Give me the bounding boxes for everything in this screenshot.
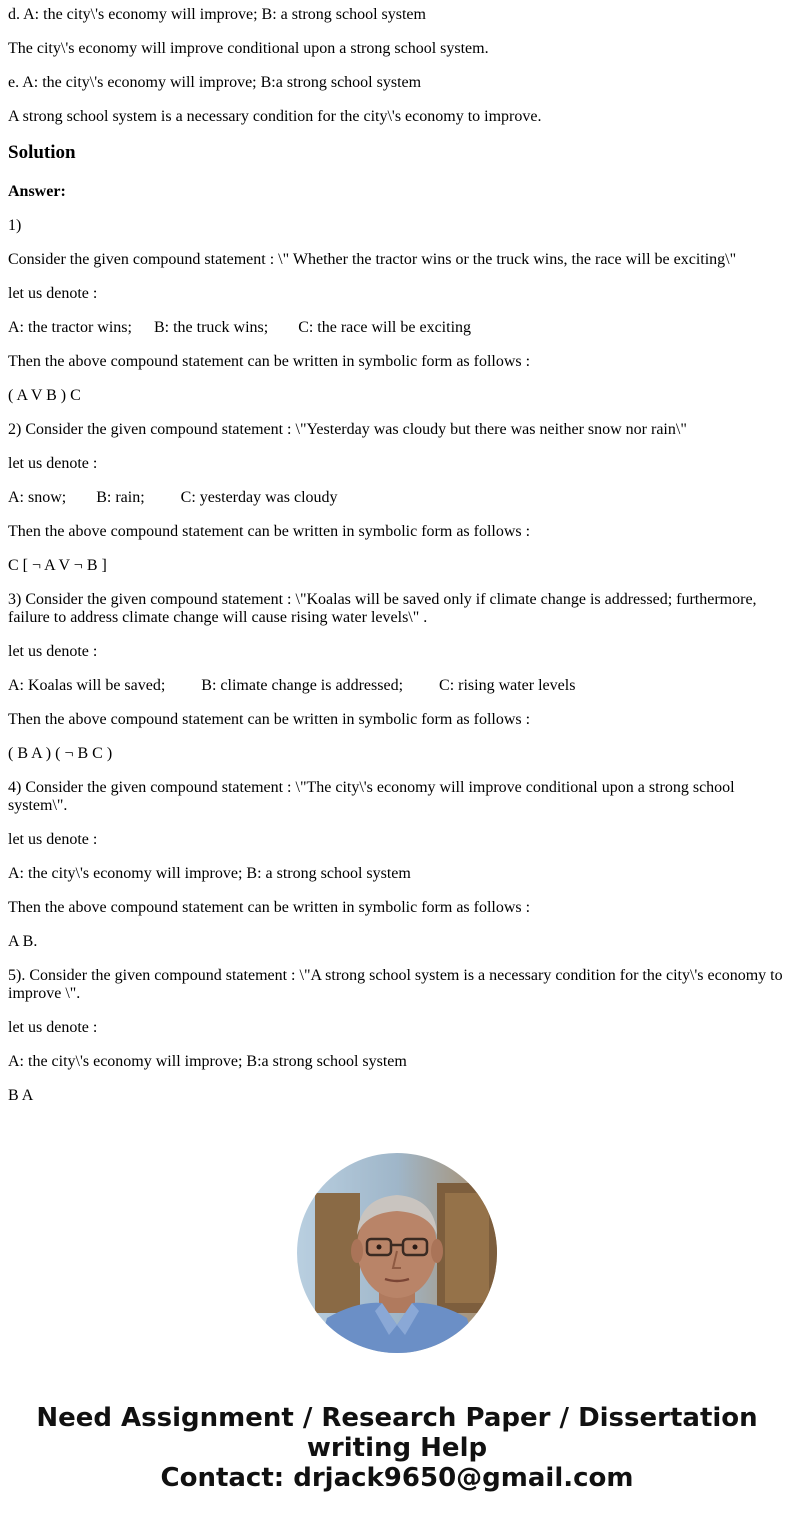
q2-var-a: A: snow;	[8, 489, 67, 506]
option-d-label: d. A: the city\'s economy will improve; B: a strong school system	[8, 6, 426, 23]
q1-variables	[8, 319, 786, 337]
q2-var-c: C: yesterday was cloudy	[180, 489, 338, 506]
q2-symbolic: C [ ¬ A V ¬ B ]	[8, 557, 107, 574]
q3-var-b: B: climate change is addressed;	[201, 677, 404, 694]
q4-symbolic: A B.	[8, 933, 38, 950]
q4-denote: let us denote :	[8, 831, 98, 848]
q5-statement: 5). Consider the given compound statement : \"A strong school system is a necessary condition for the city\'s economy to improve \".	[8, 967, 783, 1002]
q3-variables	[8, 677, 786, 695]
q4-variables: A: the city\'s economy will improve; B: a strong school system	[8, 865, 411, 882]
q5-variables: A: the city\'s economy will improve; B:a strong school system	[8, 1053, 407, 1070]
footer-line-1: Need Assignment / Research Paper / Dissertation	[36, 1403, 758, 1433]
q1-denote: let us denote :	[8, 285, 98, 302]
footer-banner	[0, 1403, 794, 1493]
footer-line-2: writing Help	[306, 1433, 488, 1463]
q2-statement: 2) Consider the given compound statement : \"Yesterday was cloudy but there was neither snow nor rain\"	[8, 421, 687, 438]
q5-denote: let us denote :	[8, 1019, 98, 1036]
q3-symbolic: ( B A ) ( ¬ B C )	[8, 745, 113, 762]
q1-then: Then the above compound statement can be written in symbolic form as follows :	[8, 353, 531, 370]
answer-label: Answer:	[8, 183, 66, 200]
q2-denote: let us denote :	[8, 455, 98, 472]
q2-then: Then the above compound statement can be written in symbolic form as follows :	[8, 523, 531, 540]
q3-var-a: A: Koalas will be saved;	[8, 677, 166, 694]
q1-number: 1)	[8, 217, 22, 234]
option-e-statement: A strong school system is a necessary condition for the city\'s economy to improve.	[8, 108, 542, 125]
q4-statement: 4) Consider the given compound statement : \"The city\'s economy will improve conditional upon a strong school system\".	[8, 779, 735, 814]
q2-var-b: B: rain;	[96, 489, 145, 506]
option-d-statement: The city\'s economy will improve conditional upon a strong school system.	[8, 40, 489, 57]
q1-statement: Consider the given compound statement : \" Whether the tractor wins or the truck wins, the race will be exciting\"	[8, 251, 737, 268]
q1-var-b: B: the truck wins;	[153, 319, 269, 336]
footer-contact[interactable]: Contact: drjack9650@gmail.com	[160, 1463, 634, 1493]
q3-var-c: C: rising water levels	[439, 677, 576, 694]
q2-variables	[8, 489, 786, 507]
q3-statement: 3) Consider the given compound statement : \"Koalas will be saved only if climate change is addressed; furthermore, failure to address climate change will cause rising water levels\" .	[8, 591, 757, 626]
solution-heading: Solution	[8, 142, 76, 163]
q3-denote: let us denote :	[8, 643, 98, 660]
q1-var-a: A: the tractor wins;	[8, 319, 132, 336]
q5-symbolic: B A	[8, 1087, 34, 1104]
author-avatar	[297, 1153, 497, 1353]
q3-then: Then the above compound statement can be written in symbolic form as follows :	[8, 711, 531, 728]
q4-then: Then the above compound statement can be written in symbolic form as follows :	[8, 899, 531, 916]
q1-var-c: C: the race will be exciting	[298, 319, 472, 336]
option-e-label: e. A: the city\'s economy will improve; B:a strong school system	[8, 74, 422, 91]
q1-symbolic: ( A V B ) C	[8, 387, 81, 404]
